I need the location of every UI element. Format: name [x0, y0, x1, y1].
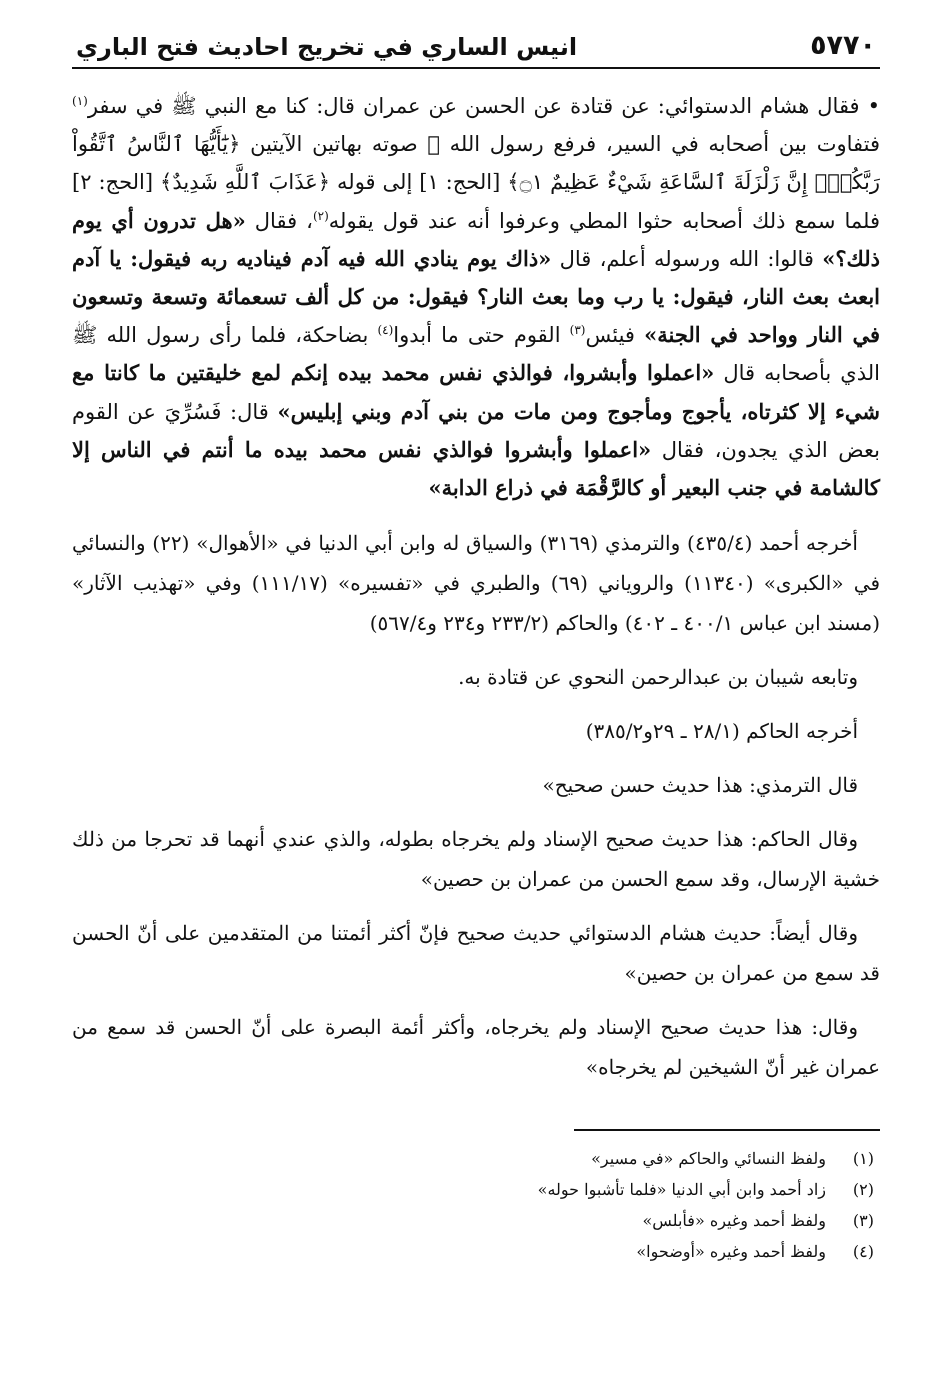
hadith-text-1: • فقال هشام الدستوائي: عن قتادة عن الحسن عن عمران قال: كنا مع النبي ﷺ في سفر	[87, 94, 880, 118]
takhrij-paragraph: أخرجه أحمد (٤٣٥/٤) والترمذي (٣١٦٩) والسياق له وابن أبي الدنيا في «الأهوال» (٢٢) والنسائي في «الكبرى» (١١٣٤٠) والروياني (٦٩) والطبري في «تفسيره» (١١١/١٧) وفي «تهذيب الآثار» (مسند ابن عباس ٤٠٠/١ ـ ٤٠٢) والحاكم (٢٣٣/٢ و٢٣٤ و٥٦٧/٤)	[72, 531, 881, 636]
prophet-speech-4: «اعملوا وأبشروا فوالذي نفس محمد بيده ما أنتم في الناس إلا كالشامة في جنب البعير أو كالرَّقْمَة في ذراع الدابة»	[72, 436, 880, 501]
footnote-item	[72, 1236, 880, 1267]
footnote-ref-3: (٣)	[569, 323, 586, 338]
hadith-text-7: فيئس	[585, 323, 645, 348]
prophet-speech-2: «ذاك يوم ينادي الله فيه آدم فيناديه ربه فيقول: يا آدم ابعث بعث النار، فيقول: يا رب وما بعث النار؟ فيقول: من كل ألف تسعمائة وتسعة وتسعون في النار وواحد في الجنة»	[72, 245, 880, 348]
footnote-item	[72, 1174, 880, 1205]
footnote-ref-4: (٤)	[377, 323, 394, 338]
hakim-verdict-3-paragraph: وقال: هذا حديث صحيح الإسناد ولم يخرجاه، وأكثر أئمة البصرة على أنّ الحسن قد سمع من عمران غير أنّ الشيخين لم يخرجاه»	[72, 1015, 880, 1080]
mutabaah-paragraph: وتابعه شيبان بن عبدالرحمن النحوي عن قتادة به.	[458, 665, 858, 690]
hadith-text-2: فتفاوت بين أصحابه في السير، فرفع رسول الله ﷺ صوته بهاتين الآيتين	[240, 132, 880, 157]
page-number: ٥٧٧٠	[810, 30, 876, 61]
main-text	[72, 87, 880, 1087]
hadith-text-6: قالوا: الله ورسوله أعلم، قال	[551, 246, 823, 271]
book-title: انيس الساري في تخريج احاديث فتح الباري	[76, 33, 578, 61]
hadith-text-5: ، فقال	[245, 208, 313, 233]
footnote-ref-2: (٢)	[312, 208, 329, 223]
footnote-number: (٢)	[852, 1180, 874, 1200]
hakim-verdict-2-paragraph: وقال أيضاً: حديث هشام الدستوائي حديث صحيح فإنّ أكثر أئمتنا من المتقدمين على أنّ الحسن قد سمع من عمران بن حصين»	[72, 921, 880, 986]
quran-verse-2: ﴿عَذَابَ ٱللَّهِ شَدِيدٌ﴾	[160, 170, 331, 195]
hadith-text-8: القوم حتى ما أبدوا	[393, 323, 570, 348]
footnote-text: زاد أحمد وابن أبي الدنيا «فلما تأشبوا حوله»	[537, 1180, 826, 1200]
footnote-text: ولفظ النسائي والحاكم «في مسير»	[591, 1149, 826, 1169]
hadith-text-4: [الحج: ٢] فلما سمع ذلك أصحابه حثوا المطي وعرفوا أنه عند قول يقوله	[72, 170, 881, 233]
hakim-verdict-paragraph: وقال الحاكم: هذا حديث صحيح الإسناد ولم يخرجاه بطوله، والذي عندي أنهما قد تحرجا من ذلك خشية الإرسال، وقد سمع الحسن من عمران بن حصين»	[72, 827, 880, 892]
quran-verse-1: ﴿يَٰٓأَيُّهَا ٱلنَّاسُ ٱتَّقُواْ رَبَّكُمْۚ إِنَّ زَلْزَلَةَ ٱلسَّاعَةِ شَيْءٌ عَظِيمٌ ۝١﴾	[72, 132, 880, 195]
hadith-text-3: [الحج: ١] إلى قوله	[330, 170, 508, 195]
footnote-rule	[574, 1129, 880, 1131]
hadith-text-10: قال: فَسُرِّيَ عن القوم بعض الذي يجدون، فقال	[72, 399, 880, 462]
hakim-source-paragraph: أخرجه الحاكم (٢٨/١ ـ ٢٩و٣٨٥/٢)	[585, 719, 858, 744]
running-head	[72, 30, 880, 63]
hadith-paragraph	[72, 87, 880, 507]
footnote-number: (٤)	[852, 1242, 874, 1262]
prophet-speech-1: «هل تدرون أي يوم ذلك؟»	[72, 207, 880, 271]
footnote-text: ولفظ أحمد وغيره «فأبلس»	[642, 1211, 826, 1231]
tirmidhi-verdict-paragraph: قال الترمذي: هذا حديث حسن صحيح»	[542, 773, 858, 798]
footnote-number: (٣)	[852, 1211, 874, 1231]
prophet-speech-3: «اعملوا وأبشروا، فوالذي نفس محمد بيده إنكم لمع خليقتين ما كانتا مع شيء إلا كثرتاه، يأجوج ومأجوج ومن مات من بني آدم وبني إبليس»	[72, 360, 880, 424]
footnote-number: (١)	[852, 1149, 874, 1169]
header-rule	[72, 67, 880, 69]
footnote-item	[72, 1205, 880, 1236]
footnote-ref-1: (١)	[72, 94, 88, 108]
footnotes	[72, 1143, 880, 1267]
hadith-text-9: بضاحكة، فلما رأى رسول الله ﷺ الذي بأصحابه قال	[72, 323, 880, 386]
footnote-text: ولفظ أحمد وغيره «أوضحوا»	[636, 1242, 826, 1262]
footnote-item	[72, 1143, 880, 1174]
